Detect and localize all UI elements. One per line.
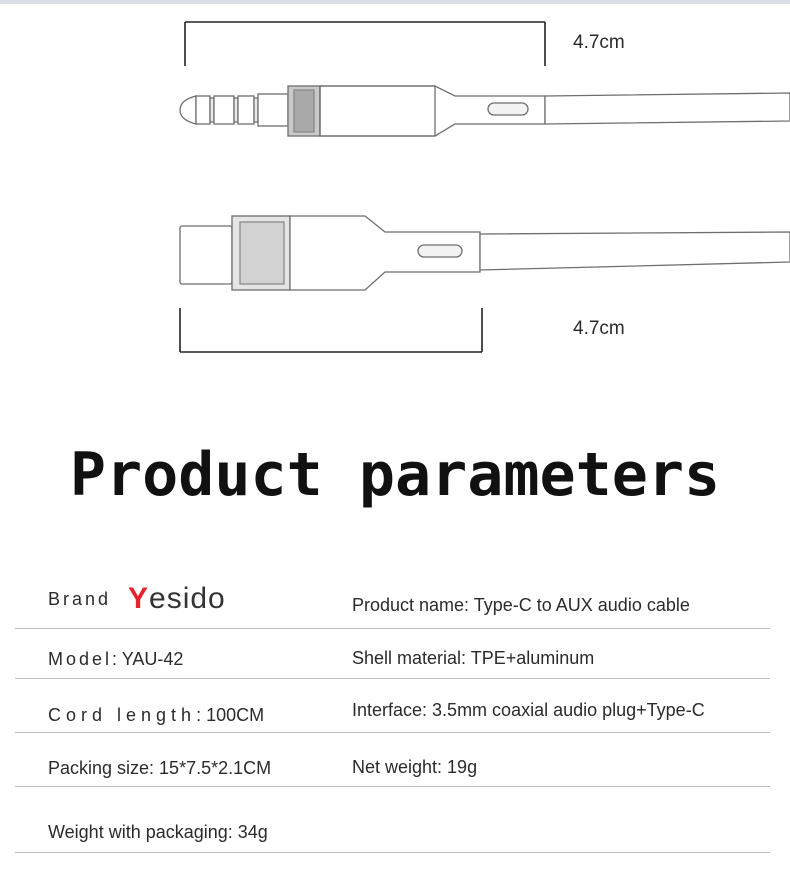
cord-length-value: : 100CM bbox=[196, 705, 265, 725]
type-c-plug-icon bbox=[180, 216, 790, 290]
page-title: Product parameters bbox=[69, 440, 721, 510]
row-divider bbox=[15, 628, 770, 629]
bottom-dimension-bracket bbox=[180, 308, 482, 352]
row-divider bbox=[15, 852, 770, 853]
product-name: Product name: Type-C to AUX audio cable bbox=[352, 595, 690, 615]
row-divider bbox=[15, 732, 770, 733]
row-divider bbox=[15, 786, 770, 787]
weight-with-packaging: Weight with packaging: 34g bbox=[48, 822, 268, 842]
brand-logo-mark: Y bbox=[128, 582, 150, 615]
aux-plug-icon bbox=[180, 86, 790, 136]
model-label: Model bbox=[48, 649, 113, 669]
bottom-length-label: 4.7cm bbox=[573, 318, 625, 339]
row-divider bbox=[15, 678, 770, 679]
brand-logo bbox=[128, 582, 226, 616]
cord-length-label: Cord length bbox=[48, 705, 197, 725]
cord-length-row bbox=[48, 705, 264, 726]
packing-size: Packing size: 15*7.5*2.1CM bbox=[48, 758, 272, 778]
shell-material: Shell material: TPE+aluminum bbox=[352, 648, 595, 668]
net-weight: Net weight: 19g bbox=[352, 757, 478, 777]
model-value: : YAU-42 bbox=[112, 649, 184, 669]
brand-label: Brand bbox=[48, 589, 112, 609]
interface: Interface: 3.5mm coaxial audio plug+Type-C bbox=[352, 700, 705, 720]
brand-logo-text: esido bbox=[149, 582, 226, 615]
model-row bbox=[48, 649, 183, 670]
top-length-label: 4.7cm bbox=[573, 32, 625, 53]
top-dimension-bracket bbox=[185, 22, 545, 66]
cable-diagram bbox=[0, 0, 790, 400]
